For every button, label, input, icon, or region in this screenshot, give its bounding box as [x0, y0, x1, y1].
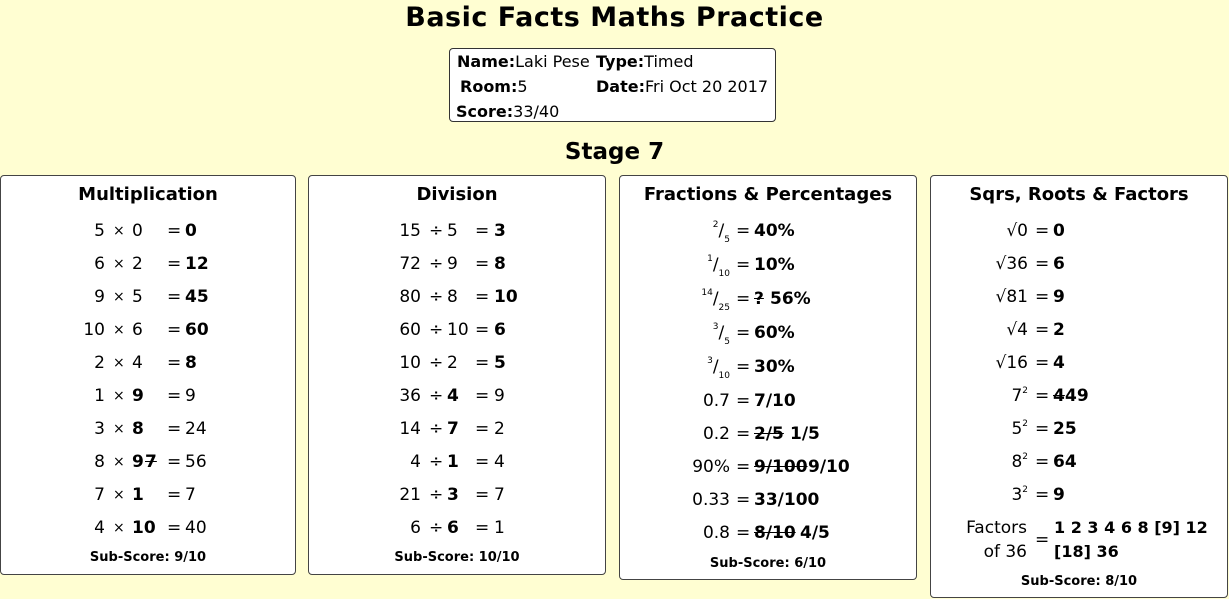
answer: 45 — [185, 287, 209, 307]
operand-b: 6 — [447, 518, 459, 538]
fraction-row — [620, 391, 916, 415]
multiplication-row — [1, 386, 295, 410]
answer: 60 — [185, 320, 209, 340]
square-question — [986, 485, 1028, 505]
square-row — [931, 386, 1227, 410]
answer: 64 — [1053, 452, 1077, 472]
divide-sign: ÷ — [429, 518, 444, 538]
divide-sign: ÷ — [429, 452, 444, 472]
operand-a: 3 — [94, 419, 105, 439]
fraction-row — [620, 323, 916, 347]
answer: 40% — [754, 221, 795, 241]
square-question — [986, 386, 1028, 406]
answer: 1/5 — [790, 424, 820, 444]
equals-sign: = — [475, 221, 490, 241]
equals-sign: = — [736, 457, 751, 477]
equals-sign: = — [167, 485, 182, 505]
denominator: 10 — [718, 371, 730, 381]
operand-b: 10 — [132, 518, 156, 538]
division-subscore: Sub-Score: 10/10 — [394, 550, 520, 565]
equals-sign: = — [1035, 287, 1050, 307]
operand-a: 2 — [94, 353, 105, 373]
operand-a: 7 — [94, 485, 105, 505]
equals-sign: = — [167, 320, 182, 340]
equals-sign: = — [1035, 254, 1050, 274]
answer: 9/10 — [808, 457, 850, 477]
equals-sign: = — [1035, 419, 1050, 439]
operand-b: 6 — [132, 320, 143, 340]
answer: 3 — [494, 221, 506, 241]
operand-a: 10 — [399, 353, 421, 373]
division-row — [309, 287, 605, 311]
divide-sign: ÷ — [429, 254, 444, 274]
division-title: Division — [416, 184, 498, 205]
multiplication-row — [1, 485, 295, 509]
square-row — [931, 320, 1227, 344]
wrong-answer: 8/10 — [754, 523, 796, 543]
name-field — [457, 52, 590, 71]
equals-sign: = — [736, 221, 751, 241]
answer: 8 — [185, 353, 197, 373]
multiply-sign: × — [113, 421, 125, 437]
equals-sign: = — [736, 490, 751, 510]
multiplication-row — [1, 452, 295, 476]
operand-b: 4 — [132, 353, 143, 373]
answer: 0 — [185, 221, 197, 241]
answer: 24 — [185, 419, 207, 439]
equals-sign: = — [736, 323, 751, 343]
division-row — [309, 386, 605, 410]
operand-a: 60 — [399, 320, 421, 340]
multiply-sign: × — [113, 256, 125, 272]
equals-sign: = — [736, 289, 751, 309]
date-field — [596, 77, 768, 96]
operand-b: 9 — [447, 254, 458, 274]
stage-heading: Stage 7 — [564, 139, 665, 165]
equals-sign: = — [475, 353, 490, 373]
fraction-question: $^{14}/_{25}$ — [701, 288, 730, 313]
operand-b: 7 — [447, 419, 459, 439]
question: 0.7 — [702, 391, 730, 411]
answer: 0 — [1053, 221, 1065, 241]
fractions-title: Fractions & Percentages — [643, 184, 893, 205]
division-row — [309, 452, 605, 476]
operand-a: 10 — [83, 320, 105, 340]
divide-sign: ÷ — [429, 353, 444, 373]
name-value: Laki Pese — [515, 52, 590, 71]
answer: 10% — [754, 255, 795, 275]
question: 0.2 — [702, 424, 730, 444]
operand-b: 9 — [132, 386, 144, 406]
date-value: Fri Oct 20 2017 — [644, 77, 769, 96]
operand-b: 8 — [132, 419, 144, 439]
equals-sign: = — [475, 419, 490, 439]
question: √16 — [995, 353, 1028, 373]
operand-b: 1 — [132, 485, 144, 505]
divide-sign: ÷ — [429, 419, 444, 439]
fraction-question: $^3/_{10}$ — [707, 356, 730, 381]
square-row — [931, 287, 1227, 311]
answer: 25 — [1053, 419, 1077, 439]
division-row — [309, 320, 605, 344]
room-field — [460, 77, 528, 96]
multiplication-row — [1, 221, 295, 245]
answer: 33/100 — [754, 490, 820, 510]
operand-a: 72 — [399, 254, 421, 274]
answer: 60% — [754, 323, 795, 343]
numerator: 14 — [701, 288, 713, 298]
answer: 6 — [494, 320, 506, 340]
operand-b: 10 — [447, 320, 469, 340]
room-label: Room: — [460, 77, 518, 96]
division-panel — [308, 175, 606, 575]
exponent: 2 — [1022, 452, 1028, 462]
denominator: 5 — [724, 235, 730, 245]
equals-sign: = — [167, 419, 182, 439]
answer: 7/10 — [754, 391, 796, 411]
fraction-row — [620, 357, 916, 381]
division-row — [309, 221, 605, 245]
equals-sign: = — [167, 518, 182, 538]
answer: 7 — [185, 485, 196, 505]
equals-sign: = — [475, 485, 490, 505]
factors-answer-line2: [18] 36 — [1054, 542, 1119, 561]
equals-sign: = — [736, 357, 751, 377]
denominator: 25 — [718, 303, 730, 313]
multiply-sign: × — [113, 289, 125, 305]
division-row — [309, 353, 605, 377]
equals-sign: = — [1035, 386, 1050, 406]
operand-a: 80 — [399, 287, 421, 307]
base: 8 — [1011, 452, 1023, 472]
divide-sign: ÷ — [429, 386, 444, 406]
room-value: 5 — [517, 77, 528, 96]
equals-sign: = — [167, 353, 182, 373]
equals-sign: = — [167, 386, 182, 406]
multiply-sign: × — [113, 355, 125, 371]
answer: 9 — [494, 386, 505, 406]
operand-b: 5 — [447, 221, 458, 241]
fraction-row — [620, 424, 916, 448]
operand-a: 15 — [399, 221, 421, 241]
answer: 10 — [494, 287, 518, 307]
fraction-question: $^3/_5$ — [712, 322, 730, 347]
equals-sign: = — [1035, 452, 1050, 472]
answer: 49 — [1065, 386, 1089, 406]
question: 0.8 — [702, 523, 730, 543]
fraction-question: $^1/_{10}$ — [707, 254, 730, 279]
square-question — [986, 452, 1028, 472]
operand-b: 1 — [447, 452, 459, 472]
equals-sign: = — [475, 518, 490, 538]
base: 3 — [1011, 485, 1023, 505]
operand-a: 1 — [94, 386, 105, 406]
numerator: 3 — [712, 322, 719, 332]
wrong-answer: 2/5 — [754, 424, 784, 444]
square-row — [931, 485, 1227, 509]
multiplication-title: Multiplication — [78, 184, 218, 205]
answer: 56 — [185, 452, 207, 472]
operand-a: 6 — [410, 518, 421, 538]
wrong-answer: 9/100 — [754, 457, 808, 477]
answer: 30% — [754, 357, 795, 377]
base: 5 — [1011, 419, 1023, 439]
division-row — [309, 254, 605, 278]
equals-sign: = — [475, 320, 490, 340]
multiply-sign: × — [113, 487, 125, 503]
question: 0.33 — [692, 490, 730, 510]
divide-sign: ÷ — [429, 485, 444, 505]
multiplication-row — [1, 254, 295, 278]
equals-sign: = — [475, 287, 490, 307]
operand-a: 14 — [399, 419, 421, 439]
type-field — [596, 52, 693, 71]
type-value: Timed — [644, 52, 694, 71]
corrected-digit: 7 — [145, 452, 157, 472]
operand-b: 2 — [447, 353, 458, 373]
fraction-row — [620, 289, 916, 313]
answer: 1 — [494, 518, 505, 538]
operand-b: 4 — [447, 386, 459, 406]
operand-a: 21 — [399, 485, 421, 505]
equals-sign: = — [475, 254, 490, 274]
square-row — [931, 419, 1227, 443]
answer: 2 — [1053, 320, 1065, 340]
answer: 7 — [494, 485, 505, 505]
factors-answer-line1: 1 2 3 4 6 8 [9] 12 — [1054, 518, 1208, 537]
operand-a: 5 — [94, 221, 105, 241]
squares-title: Sqrs, Roots & Factors — [969, 184, 1189, 205]
numerator: 2 — [712, 220, 719, 230]
equals-sign: = — [736, 424, 751, 444]
student-info-box — [449, 48, 776, 122]
operand-a: 36 — [399, 386, 421, 406]
answer: 4 — [1053, 353, 1065, 373]
multiplication-row — [1, 353, 295, 377]
equals-sign: = — [167, 452, 182, 472]
multiplication-panel — [0, 175, 296, 575]
name-label: Name: — [457, 52, 516, 71]
question: √0 — [1006, 221, 1028, 241]
type-label: Type: — [596, 52, 645, 71]
answer: 12 — [185, 254, 209, 274]
fraction-question: $^2/_5$ — [712, 220, 730, 245]
squares-roots-panel — [930, 175, 1228, 598]
answer: 9 — [1053, 485, 1065, 505]
denominator: 10 — [718, 269, 730, 279]
equals-sign: = — [475, 452, 490, 472]
fraction-row — [620, 255, 916, 279]
operand-a: 8 — [94, 452, 105, 472]
fraction-row — [620, 523, 916, 547]
equals-sign: = — [736, 391, 751, 411]
question: √4 — [1006, 320, 1028, 340]
answer: 56% — [770, 289, 811, 309]
answer: 9 — [185, 386, 196, 406]
equals-sign: = — [736, 523, 751, 543]
numerator: 3 — [707, 356, 713, 366]
multiplication-row — [1, 320, 295, 344]
division-row — [309, 419, 605, 443]
multiply-sign: × — [113, 322, 125, 338]
page-title: Basic Facts Maths Practice — [405, 2, 824, 33]
operand-a: 4 — [410, 452, 421, 472]
operand-b: 5 — [132, 287, 143, 307]
answer: 4 — [494, 452, 505, 472]
date-label: Date: — [596, 77, 645, 96]
numerator: 1 — [707, 254, 713, 264]
wrong-answer: ? — [754, 289, 764, 309]
score-value: 33/40 — [513, 102, 560, 121]
factors-question-line2 — [931, 542, 1227, 566]
answer: 40 — [185, 518, 207, 538]
question: √36 — [995, 254, 1028, 274]
equals-sign: = — [1035, 353, 1050, 373]
square-row — [931, 353, 1227, 377]
multiply-sign: × — [113, 454, 125, 470]
divide-sign: ÷ — [429, 320, 444, 340]
multiply-sign: × — [113, 223, 125, 239]
square-row — [931, 452, 1227, 476]
multiplication-row — [1, 419, 295, 443]
answer: 9 — [1053, 287, 1065, 307]
operand-a: 9 — [94, 287, 105, 307]
equals-sign: = — [1035, 485, 1050, 505]
factors-label: Factors — [966, 518, 1027, 538]
squares-subscore: Sub-Score: 8/10 — [1020, 574, 1138, 589]
equals-sign: = — [1035, 320, 1050, 340]
division-row — [309, 518, 605, 542]
square-question — [986, 419, 1028, 439]
multiplication-row — [1, 287, 295, 311]
score-field — [456, 102, 559, 121]
base: 7 — [1011, 386, 1023, 406]
multiplication-subscore: Sub-Score: 9/10 — [89, 550, 207, 565]
question: √81 — [995, 287, 1028, 307]
wrong-answer: 4 — [1053, 386, 1065, 406]
square-row — [931, 254, 1227, 278]
exponent: 2 — [1022, 485, 1028, 495]
answer: 5 — [494, 353, 506, 373]
fraction-row — [620, 457, 916, 481]
multiply-sign: × — [113, 520, 125, 536]
operand-b: 8 — [447, 287, 458, 307]
fraction-row — [620, 490, 916, 514]
fraction-row — [620, 221, 916, 245]
operand-b: 3 — [447, 485, 459, 505]
operand-a: 6 — [94, 254, 105, 274]
question: 90% — [692, 457, 730, 477]
exponent: 2 — [1022, 386, 1028, 396]
denominator: 5 — [724, 337, 730, 347]
equals-sign: = — [167, 254, 182, 274]
square-row — [931, 221, 1227, 245]
operand-a: 4 — [94, 518, 105, 538]
answer: 4/5 — [800, 523, 830, 543]
equals-sign: = — [1035, 221, 1050, 241]
operand-b: 9 — [132, 452, 144, 472]
operand-b: 0 — [132, 221, 143, 241]
divide-sign: ÷ — [429, 221, 444, 241]
fractions-subscore: Sub-Score: 6/10 — [709, 556, 827, 571]
divide-sign: ÷ — [429, 287, 444, 307]
equals-sign: = — [475, 386, 490, 406]
score-label: Score: — [456, 102, 514, 121]
equals-sign: = — [736, 255, 751, 275]
division-row — [309, 485, 605, 509]
multiply-sign: × — [113, 388, 125, 404]
fractions-panel — [619, 175, 917, 580]
equals-sign: = — [167, 221, 182, 241]
answer: 2 — [494, 419, 505, 439]
multiplication-row — [1, 518, 295, 542]
answer: 8 — [494, 254, 506, 274]
answer: 6 — [1053, 254, 1065, 274]
exponent: 2 — [1022, 419, 1028, 429]
factors-of-label: of 36 — [983, 542, 1027, 562]
equals-sign: = — [167, 287, 182, 307]
equals-sign: = — [1035, 530, 1050, 550]
operand-b: 2 — [132, 254, 143, 274]
